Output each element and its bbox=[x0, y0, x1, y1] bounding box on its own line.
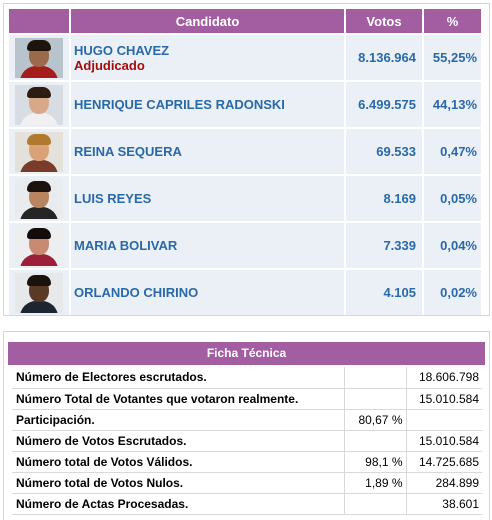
results-header-row bbox=[9, 9, 481, 33]
ficha-row bbox=[12, 430, 482, 451]
candidate-photo-cell bbox=[9, 270, 69, 315]
candidate-votes: 7.339 bbox=[383, 237, 416, 253]
header-votes: Votos bbox=[346, 9, 422, 33]
candidate-photo bbox=[15, 273, 63, 313]
candidate-name-cell bbox=[71, 82, 344, 127]
ficha-percent bbox=[344, 430, 406, 451]
ficha-label: Número total de Votos Nulos. bbox=[12, 472, 344, 493]
ficha-row bbox=[12, 409, 482, 430]
ficha-row bbox=[12, 388, 482, 409]
header-percent: % bbox=[424, 9, 481, 33]
candidate-percent-cell bbox=[424, 82, 481, 127]
candidate-name[interactable]: REINA SEQUERA bbox=[74, 144, 182, 159]
ficha-row bbox=[12, 493, 482, 514]
ficha-row bbox=[12, 472, 482, 493]
results-table bbox=[7, 7, 483, 317]
candidate-name[interactable]: ORLANDO CHIRINO bbox=[74, 285, 199, 300]
ficha-tecnica-title: Ficha Técnica bbox=[8, 342, 485, 365]
candidate-photo-cell bbox=[9, 129, 69, 174]
ficha-value: 38.601 bbox=[406, 493, 482, 514]
ficha-label: Participación. bbox=[12, 409, 344, 430]
ficha-row bbox=[12, 451, 482, 472]
ficha-tecnica-panel bbox=[3, 331, 490, 520]
ficha-row bbox=[12, 367, 482, 388]
candidate-row bbox=[9, 176, 481, 221]
ficha-label: Número total de Votos Válidos. bbox=[12, 451, 344, 472]
candidate-name-cell bbox=[71, 223, 344, 268]
candidate-votes: 8.136.964 bbox=[358, 49, 416, 65]
candidate-status: Adjudicado bbox=[74, 57, 145, 73]
ficha-percent: 98,1 % bbox=[344, 451, 406, 472]
candidate-votes: 8.169 bbox=[383, 190, 416, 206]
ficha-value: 284.899 bbox=[406, 472, 482, 493]
candidate-votes-cell bbox=[346, 176, 422, 221]
candidate-votes-cell bbox=[346, 270, 422, 315]
candidate-row bbox=[9, 35, 481, 80]
candidate-photo bbox=[15, 38, 63, 78]
ficha-tecnica-table bbox=[12, 367, 482, 515]
candidate-photo-cell bbox=[9, 35, 69, 80]
candidate-percent-cell bbox=[424, 35, 481, 80]
candidate-votes-cell bbox=[346, 223, 422, 268]
candidate-photo-cell bbox=[9, 223, 69, 268]
candidate-name-cell bbox=[71, 270, 344, 315]
candidate-percent: 0,47% bbox=[440, 143, 477, 159]
ficha-value bbox=[406, 409, 482, 430]
candidate-photo bbox=[15, 179, 63, 219]
ficha-label: Número de Actas Procesadas. bbox=[12, 493, 344, 514]
ficha-percent bbox=[344, 367, 406, 388]
candidate-photo bbox=[15, 85, 63, 125]
candidate-percent-cell bbox=[424, 129, 481, 174]
ficha-value: 15.010.584 bbox=[406, 430, 482, 451]
ficha-value: 14.725.685 bbox=[406, 451, 482, 472]
candidate-name-cell bbox=[71, 129, 344, 174]
candidate-name[interactable]: LUIS REYES bbox=[74, 191, 152, 206]
candidate-row bbox=[9, 270, 481, 315]
candidate-name[interactable]: HENRIQUE CAPRILES RADONSKI bbox=[74, 97, 285, 112]
ficha-value: 15.010.584 bbox=[406, 388, 482, 409]
ficha-label: Número de Votos Escrutados. bbox=[12, 430, 344, 451]
candidate-votes-cell bbox=[346, 82, 422, 127]
ficha-percent bbox=[344, 493, 406, 514]
candidate-photo-cell bbox=[9, 176, 69, 221]
ficha-percent bbox=[344, 388, 406, 409]
candidate-percent-cell bbox=[424, 270, 481, 315]
ficha-label: Número de Electores escrutados. bbox=[12, 367, 344, 388]
candidate-percent-cell bbox=[424, 223, 481, 268]
candidate-row bbox=[9, 129, 481, 174]
candidate-percent-cell bbox=[424, 176, 481, 221]
candidate-row bbox=[9, 82, 481, 127]
candidate-votes: 69.533 bbox=[376, 143, 416, 159]
candidate-votes-cell bbox=[346, 129, 422, 174]
candidate-votes-cell bbox=[346, 35, 422, 80]
ficha-value: 18.606.798 bbox=[406, 367, 482, 388]
candidate-name[interactable]: HUGO CHAVEZ bbox=[74, 42, 170, 58]
candidate-photo-cell bbox=[9, 82, 69, 127]
candidate-percent: 0,02% bbox=[440, 284, 477, 300]
candidate-row bbox=[9, 223, 481, 268]
candidate-percent: 0,05% bbox=[440, 190, 477, 206]
candidate-percent: 55,25% bbox=[432, 49, 477, 65]
ficha-label: Número Total de Votantes que votaron realmente. bbox=[12, 388, 344, 409]
results-panel bbox=[3, 3, 490, 316]
candidate-votes: 4.105 bbox=[383, 284, 416, 300]
header-photo bbox=[9, 9, 69, 33]
ficha-percent: 80,67 % bbox=[344, 409, 406, 430]
candidate-name[interactable]: MARIA BOLIVAR bbox=[74, 238, 178, 253]
candidate-photo bbox=[15, 226, 63, 266]
candidate-photo bbox=[15, 132, 63, 172]
ficha-percent: 1,89 % bbox=[344, 472, 406, 493]
candidate-percent: 0,04% bbox=[440, 237, 477, 253]
header-candidate: Candidato bbox=[71, 9, 344, 33]
candidate-votes: 6.499.575 bbox=[358, 96, 416, 112]
candidate-percent: 44,13% bbox=[432, 96, 477, 112]
candidate-name-cell bbox=[71, 176, 344, 221]
candidate-name-cell bbox=[71, 35, 344, 80]
